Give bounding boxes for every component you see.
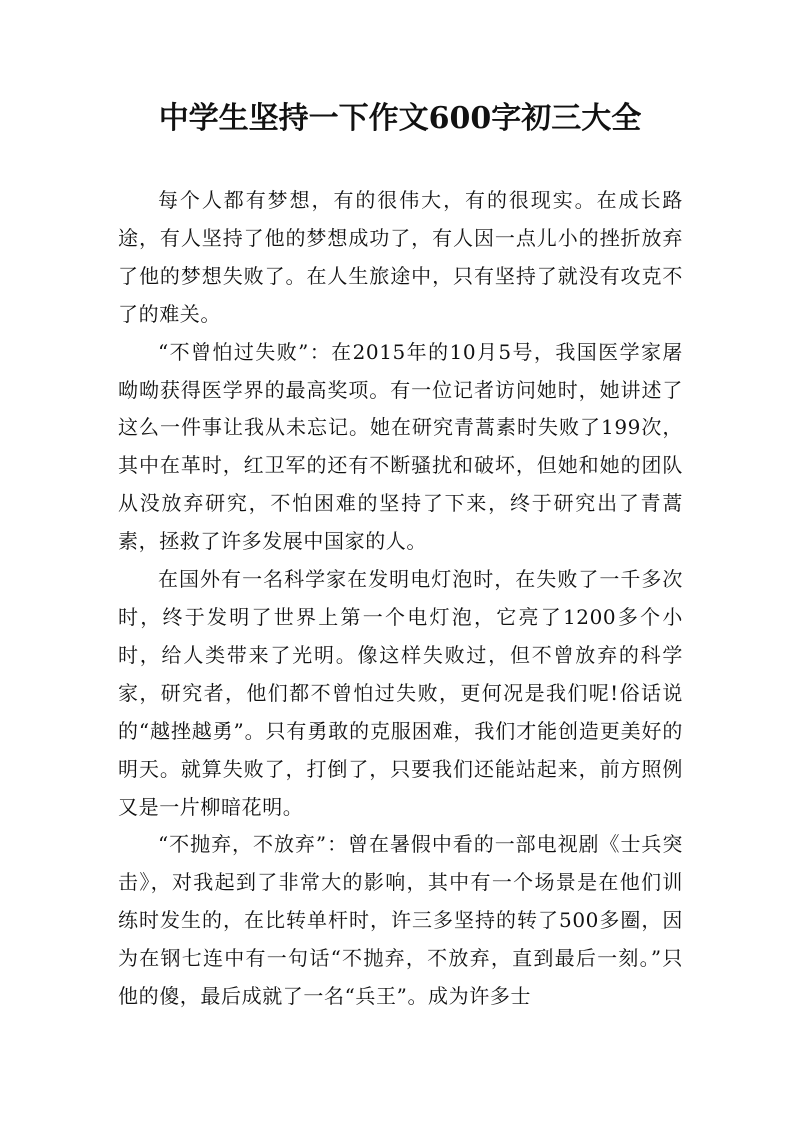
document-title: 中学生坚持一下作文600字初三大全 xyxy=(158,101,642,136)
document-body xyxy=(118,182,683,1016)
paragraph-2: “不曾怕过失败”：在2015年的10月5号，我国医学家屠呦呦获得医学界的最高奖项。有一位记者访问她时，她讲述了这么一件事让我从未忘记。她在研究青蒿素时失败了199次，其中在革时，红卫军的还有不断骚扰和破坏，但她和她的团队从没放弃研究，不怕困难的坚持了下来，终于研究出了青蒿素，拯救了许多发展中国家的人。 xyxy=(118,339,683,554)
paragraph-3: 在国外有一名科学家在发明电灯泡时，在失败了一千多次时，终于发明了世界上第一个电灯泡，它亮了1200多个小时，给人类带来了光明。像这样失败过，但不曾放弃的科学家，研究者，他们都不曾怕过失败，更何况是我们呢!俗话说的“越挫越勇”。只有勇敢的克服困难，我们才能创造更美好的明天。就算失败了，打倒了，只要我们还能站起来，前方照例又是一片柳暗花明。 xyxy=(118,567,683,819)
paragraph-1: 每个人都有梦想，有的很伟大，有的很现实。在成长路途，有人坚持了他的梦想成功了，有人因一点儿小的挫折放弃了他的梦想失败了。在人生旅途中，只有坚持了就没有攻克不了的难关。 xyxy=(118,188,683,326)
paragraph-4: “不抛弃，不放弃”：曾在暑假中看的一部电视剧《士兵突击》，对我起到了非常大的影响，其中有一个场景是在他们训练时发生的，在比转单杆时，许三多坚持的转了500多圈，因为在钢七连中有一句话“不抛弃，不放弃，直到最后一刻。”只他的傻，最后成就了一名“兵王”。成为许多士 xyxy=(118,832,683,1009)
